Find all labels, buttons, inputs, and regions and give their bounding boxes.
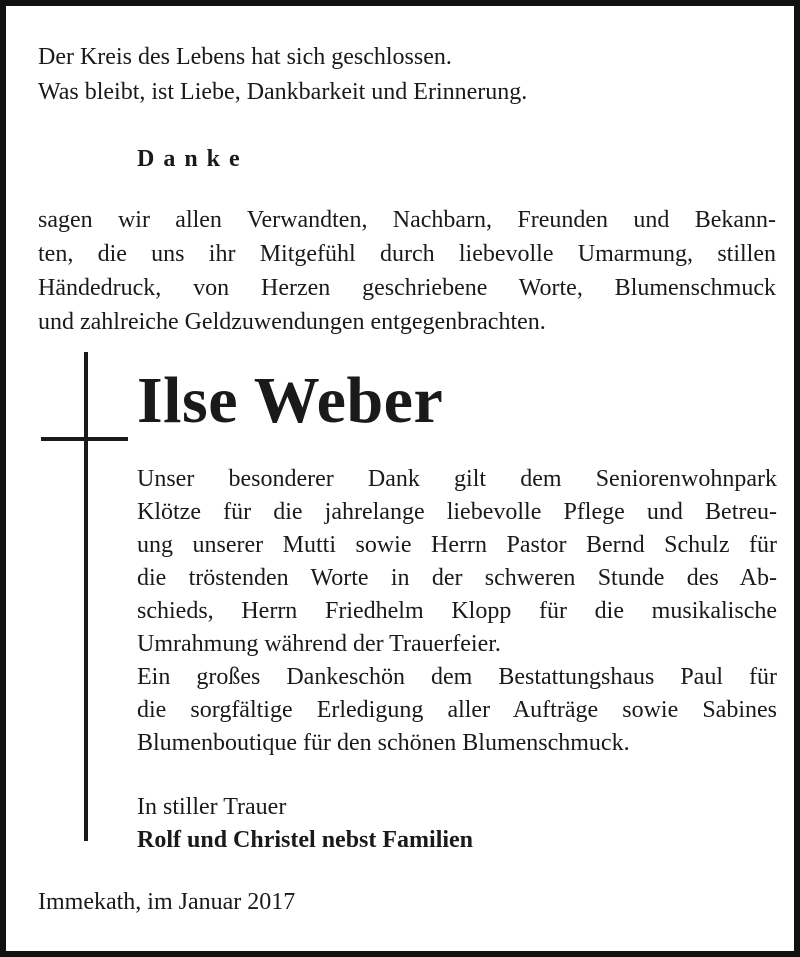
closing-phrase: In stiller Trauer: [137, 794, 287, 820]
closing-block: [137, 791, 473, 857]
body-line: Umrahmung während der Trauerfeier.: [137, 631, 501, 657]
thanks-line: sagen wir allen Verwandten, Nachbarn, Freunden und Bekann-: [38, 207, 776, 233]
body-line: Ein großes Dankeschön dem Bestattungshaus Paul für: [137, 664, 777, 690]
thanks-paragraph: [38, 203, 776, 339]
body-line: Klötze für die jahrelange liebevolle Pflege und Betreu-: [137, 499, 777, 525]
body-line: ung unserer Mutti sowie Herrn Pastor Bernd Schulz für: [137, 532, 777, 558]
motto-line: Der Kreis des Lebens hat sich geschlossen.: [38, 44, 452, 70]
body-line: schieds, Herrn Friedhelm Klopp für die musikalische: [137, 598, 777, 624]
thanks-line: und zahlreiche Geldzuwendungen entgegenbrachten.: [38, 309, 546, 335]
body-line: die sorgfältige Erledigung aller Aufträge sowie Sabines: [137, 697, 777, 723]
thanks-heading: Danke: [137, 146, 249, 172]
place-date: Immekath, im Januar 2017: [38, 889, 296, 915]
acknowledgement-paragraph: [137, 463, 777, 760]
body-line: Unser besonderer Dank gilt dem Seniorenwohnpark: [137, 466, 777, 492]
signers: Rolf und Christel nebst Familien: [137, 827, 474, 853]
body-line: die tröstenden Worte in der schweren Stunde des Ab-: [137, 565, 777, 591]
thanks-line: ten, die uns ihr Mitgefühl durch liebevolle Umarmung, stillen: [38, 241, 776, 267]
deceased-name: Ilse Weber: [137, 364, 444, 437]
cross-vertical-bar: [84, 352, 88, 841]
thanks-line: Händedruck, von Herzen geschriebene Worte, Blumenschmuck: [38, 275, 776, 301]
motto: [38, 40, 778, 110]
cross-horizontal-bar: [41, 437, 128, 441]
body-line: Blumenboutique für den schönen Blumenschmuck.: [137, 730, 630, 756]
motto-line: Was bleibt, ist Liebe, Dankbarkeit und Erinnerung.: [38, 79, 528, 105]
